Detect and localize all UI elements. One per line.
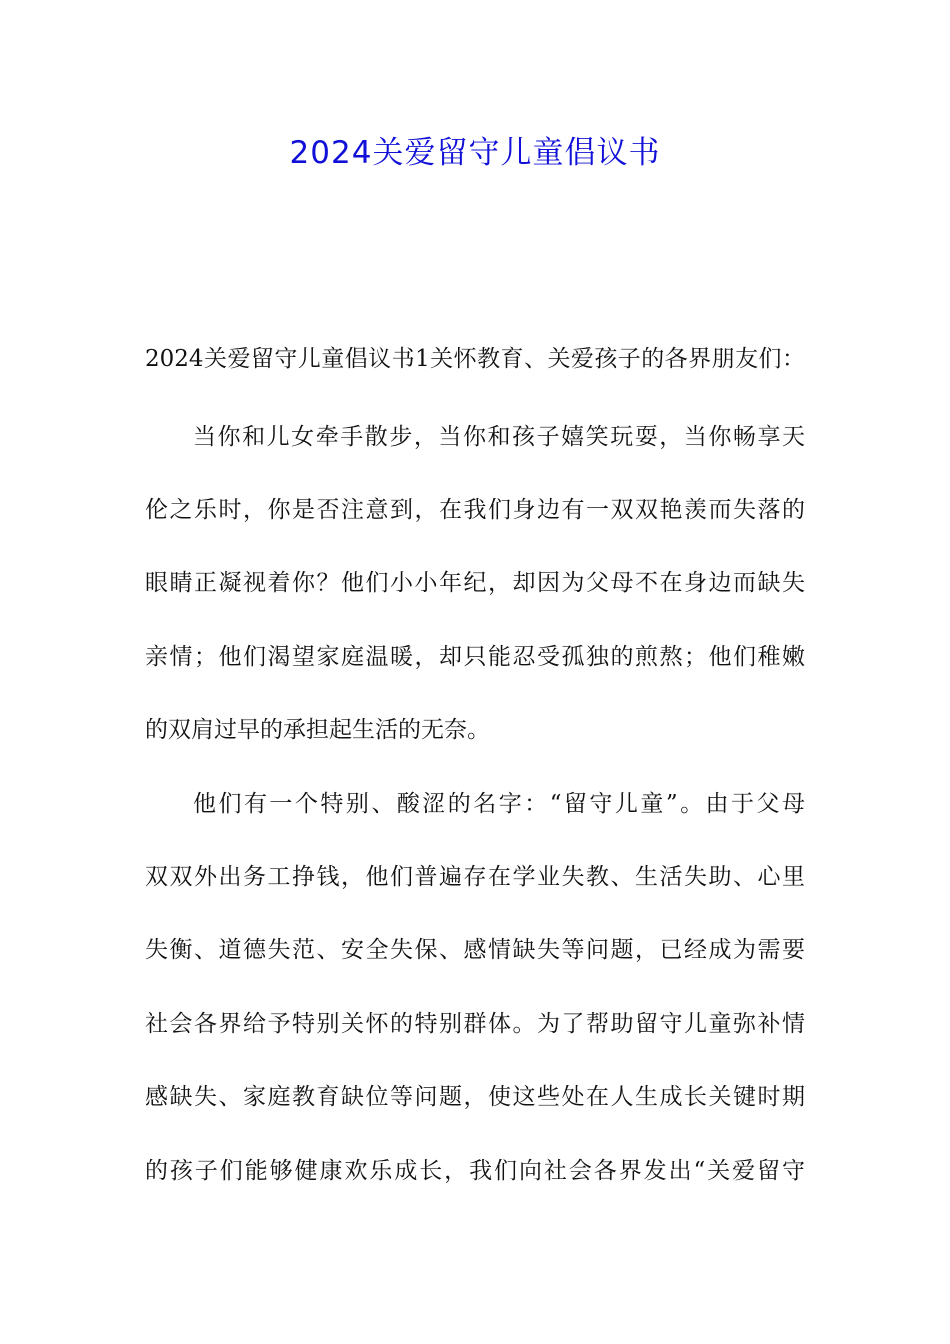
- body-line-3: 伦之乐时，你是否注意到，在我们身边有一双双艳羡而失落的: [145, 497, 805, 523]
- body-line-11: 感缺失、家庭教育缺位等问题，使这些处在人生成长关键时期: [145, 1084, 805, 1110]
- body-line-8: 双双外出务工挣钱，他们普遍存在学业失教、生活失助、心里: [145, 864, 805, 890]
- body-line-7: 他们有一个特别、酸涩的名字：“留守儿童”。由于父母: [193, 791, 805, 817]
- body-line-1: 2024关爱留守儿童倡议书1关怀教育、关爱孩子的各界朋友们：: [145, 346, 805, 372]
- document-title: 2024关爱留守儿童倡议书: [289, 135, 661, 171]
- body-line-12: 的孩子们能够健康欢乐成长，我们向社会各界发出“关爱留守: [145, 1158, 805, 1184]
- body-line-9: 失衡、道德失范、安全失保、感情缺失等问题，已经成为需要: [145, 937, 805, 963]
- body-line-6: 的双肩过早的承担起生活的无奈。: [145, 717, 490, 743]
- body-line-4: 眼睛正凝视着你？他们小小年纪，却因为父母不在身边而缺失: [145, 570, 805, 596]
- body-line-10: 社会各界给予特别关怀的特别群体。为了帮助留守儿童弥补情: [145, 1011, 805, 1037]
- body-line-2: 当你和儿女牵手散步，当你和孩子嬉笑玩耍，当你畅享天: [193, 424, 805, 450]
- body-line-5: 亲情；他们渴望家庭温暖，却只能忍受孤独的煎熬；他们稚嫩: [145, 644, 805, 670]
